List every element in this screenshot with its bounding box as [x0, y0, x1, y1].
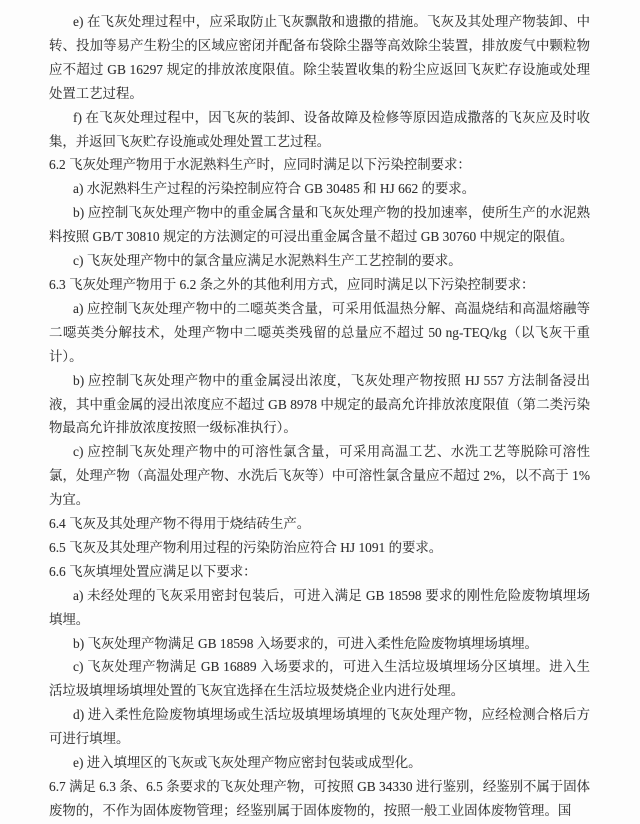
clause-6-4: 6.4 飞灰及其处理产物不得用于烧结砖生产。 — [49, 516, 311, 532]
paragraph-item-6-2-a: a) 水泥熟料生产过程的污染控制应符合 GB 30485 和 HJ 662 的要求。 — [73, 181, 476, 197]
paragraph-item-6-2-c: c) 飞灰处理产物中的氯含量应满足水泥熟料生产工艺控制的要求。 — [73, 253, 462, 269]
paragraph-item-6-2-b: b) 应控制飞灰处理产物中的重金属含量和飞灰处理产物的投加速率，使所生产的水泥熟料按照 GB/T 30810 规定的方法测定的可浸出重金属含量不超过 GB 30760 中规定的限值。 — [49, 205, 590, 245]
paragraph-item-6-6-a: a) 未经处理的飞灰采用密封包装后，可进入满足 GB 18598 要求的刚性危险废物填埋场填埋。 — [49, 587, 590, 627]
clause-6-5: 6.5 飞灰及其处理产物利用过程的污染防治应符合 HJ 1091 的要求。 — [49, 539, 443, 555]
paragraph-item-6-3-c: c) 应控制飞灰处理产物中的可溶性氯含量，可采用高温工艺、水洗工艺等脱除可溶性氯，处理产物（高温处理产物、水洗后飞灰等）中可溶性氯含量应不超过 2%，以不高于 1%为宜。 — [49, 444, 590, 508]
paragraph-item-6-1-e: e) 在飞灰处理过程中，应采取防止飞灰飘散和遗撒的措施。飞灰及其处理产物装卸、中转、投加等易产生粉尘的区域应密闭并配备布袋除尘器等高效除尘装置，排放废气中颗粒物应不超过 GB 16297 规定的排放浓度限值。除尘装置收集的粉尘应返回飞灰贮存设施或处理处置工艺过程。 — [49, 14, 590, 101]
paragraph-item-6-6-c: c) 飞灰处理产物满足 GB 16889 入场要求的，可进入生活垃圾填埋场分区填埋。进入生活垃圾填埋场填埋处置的飞灰宜选择在生活垃圾焚烧企业内进行处理。 — [49, 659, 590, 699]
clause-6-6: 6.6 飞灰填埋处置应满足以下要求： — [49, 563, 257, 579]
paragraph-item-6-6-b: b) 飞灰处理产物满足 GB 18598 入场要求的，可进入柔性危险废物填埋场填埋。 — [73, 635, 538, 651]
clause-6-3: 6.3 飞灰处理产物用于 6.2 条之外的其他利用方式，应同时满足以下污染控制要求： — [49, 276, 535, 292]
paragraph-item-6-1-f: f) 在飞灰处理过程中，因飞灰的装卸、设备故障及检修等原因造成撒落的飞灰应及时收集，并返回飞灰贮存设施或处理处置工艺过程。 — [49, 109, 590, 149]
paragraph-item-6-6-d: d) 进入柔性危险废物填埋场或生活垃圾填埋场填埋的飞灰处理产物，应经检测合格后方可进行填埋。 — [49, 707, 590, 747]
clause-6-7: 6.7 满足 6.3 条、6.5 条要求的飞灰处理产物，可按照 GB 34330 进行鉴别，经鉴别不属于固体废物的，不作为固体废物管理；经鉴别属于固体废物的，按照一般工业固体废物管理。国 — [49, 779, 590, 818]
paragraph-item-6-6-e: e) 进入填埋区的飞灰或飞灰处理产物应密封包装或成型化。 — [73, 755, 422, 771]
paragraph-item-6-3-b: b) 应控制飞灰处理产物中的重金属浸出浓度，飞灰处理产物按照 HJ 557 方法制备浸出液，其中重金属的浸出浓度应不超过 GB 8978 中规定的最高允许排放浓度限值（第二类污染物最高允许排放浓度按照一级标准执行）。 — [49, 372, 590, 436]
clause-6-2: 6.2 飞灰处理产物用于水泥熟料生产时，应同时满足以下污染控制要求： — [49, 157, 471, 173]
paragraph-item-6-3-a: a) 应控制飞灰处理产物中的二噁英类含量，可采用低温热分解、高温烧结和高温熔融等二噁英类分解技术，处理产物中二噁英类残留的总量应不超过 50 ng-TEQ/kg（以飞灰干重计）。 — [49, 300, 590, 364]
